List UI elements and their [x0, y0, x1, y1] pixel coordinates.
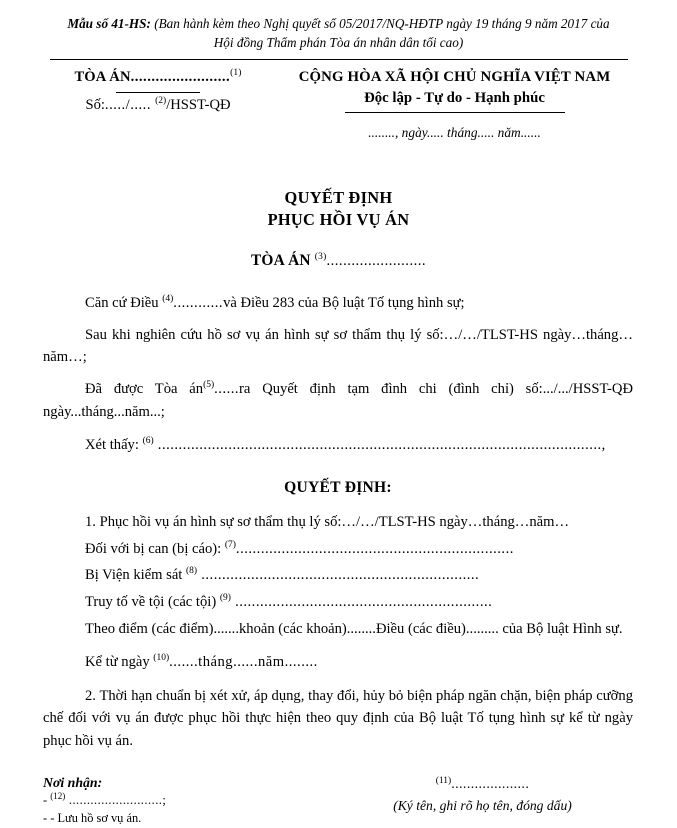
line-code-articles: Theo điểm (các điểm).......khoản (các khoản)........Điều (các điều)......... của Bộ luật Hình sự. [85, 620, 623, 637]
defendant-label: Đối với bị can (bị cáo): [85, 540, 225, 557]
charges-label: Truy tố về tội (các tội) [85, 593, 220, 610]
legal-basis-prefix: Căn cứ Điều [85, 295, 163, 312]
document-body [0, 292, 677, 752]
line-charges [43, 591, 633, 614]
footnote-ref-8: (8) [186, 566, 198, 577]
footnote-ref-6: (6) [142, 436, 154, 447]
decision-title-block [0, 187, 677, 270]
masthead-right-column [274, 69, 635, 141]
effective-date-dots: .......tháng......năm........ [169, 654, 318, 671]
form-note-line2: Hội đồng Thẩm phán Tòa án nhân dân tối cao) [213, 35, 464, 51]
national-motto: Độc lập - Tự do - Hạnh phúc [364, 90, 545, 107]
legal-basis-dots: ............ [173, 295, 224, 312]
footnote-ref-11: (11) [435, 775, 452, 786]
recipient-1-dash: - [43, 792, 48, 807]
line-defendant [43, 538, 633, 561]
decision-title: QUYẾT ĐỊNH [284, 188, 393, 208]
signature-caption: (Ký tên, ghi rõ họ tên, đóng dấu) [393, 797, 572, 813]
footnote-ref-5: (5) [203, 380, 215, 391]
paragraph-consideration [43, 434, 633, 457]
court-underline-rule [116, 92, 200, 93]
document-number-line [42, 97, 274, 114]
deciding-court-label: TÒA ÁN [250, 252, 311, 270]
recipient-item-2: - - Lưu hồ sơ vụ án. [43, 811, 142, 826]
paragraph-case-review: Sau khi nghiên cứu hồ sơ vụ án hình sự sơ thẩm thụ lý số:…/…/TLST-HS ngày…tháng…năm…; [43, 326, 633, 366]
recipients-block [43, 775, 328, 828]
defendant-dots: ................................................................... [235, 540, 514, 557]
form-note-line1-rest: (Ban hành kèm theo Nghị quyết số 05/2017/NQ-HĐTP ngày 19 tháng 9 năm 2017 của [150, 16, 610, 31]
masthead [0, 60, 677, 141]
charges-dots: .............................................................. [230, 593, 493, 610]
recipient-item-1 [43, 791, 328, 810]
document-number-dots-2: ..... [130, 97, 156, 114]
form-code: Mẫu số 41-HS: [67, 16, 151, 31]
form-reference-note [0, 0, 677, 52]
legal-basis-suffix: và Điều 283 của Bộ luật Tố tụng hình sự; [223, 295, 465, 312]
decision-section-heading: QUYẾT ĐỊNH: [284, 478, 392, 496]
issuing-court-label: TÒA ÁN [74, 69, 131, 86]
paragraph-item-2: 2. Thời hạn chuẩn bị xét xử, áp dụng, thay đổi, hủy bỏ biện pháp ngăn chặn, biện pháp cưỡng chế đối với vụ án được phục hồi thực hiện theo quy định của Bộ luật Tố tụng hình sự kể từ ngày phục hồi vụ án. [43, 687, 633, 749]
document-number-label: Số: [85, 97, 105, 114]
signature-ref-line [328, 777, 637, 793]
line-effective-date [43, 651, 633, 674]
footnote-ref-1: (1) [230, 68, 242, 79]
masthead-left-column [42, 69, 274, 114]
paragraph-prior-decision [43, 378, 633, 423]
footnote-ref-7: (7) [224, 539, 236, 550]
footnote-ref-10: (10) [153, 653, 170, 664]
footnote-ref-3: (3) [314, 252, 327, 263]
deciding-court-dots: ........................ [326, 253, 427, 270]
effective-date-label: Kể từ ngày [85, 654, 154, 671]
footnote-ref-12: (12) [50, 790, 66, 801]
consideration-dots: ..........................................................................................................., [153, 437, 606, 454]
motto-underline-rule [345, 112, 565, 113]
footnote-ref-9: (9) [219, 593, 231, 604]
paragraph-item-1: 1. Phục hồi vụ án hình sự sơ thẩm thụ lý số:…/…/TLST-HS ngày…tháng…năm… [85, 514, 570, 531]
paragraph-legal-basis [43, 292, 633, 315]
consideration-prefix: Xét thấy: [85, 437, 143, 454]
document-footer [0, 775, 677, 828]
issuing-court-line [42, 69, 274, 86]
deciding-court-line [0, 252, 677, 270]
footnote-ref-4: (4) [162, 294, 174, 305]
national-heading: CỘNG HÒA XÃ HỘI CHỦ NGHĨA VIỆT NAM [298, 69, 611, 86]
procuracy-label: Bị Viện kiểm sát [85, 567, 187, 584]
signature-block [328, 775, 637, 814]
footnote-ref-2: (2) [155, 96, 167, 107]
line-procuracy [43, 564, 633, 587]
issuing-court-dots: ........................ [130, 69, 231, 86]
prior-decision-dots: ...... [214, 381, 240, 398]
prior-decision-prefix: Đã được Tòa án [85, 381, 204, 398]
recipient-1-dots: ..........................; [65, 792, 167, 807]
document-number-dots-1: ...../ [104, 97, 131, 114]
signature-dots: .................... [451, 776, 530, 792]
prior-decision-suffix: ra Quyết định tạm đình chi (đình chỉ) số:.../.../HSST-QĐ ngày...tháng...năm...; [43, 381, 634, 420]
place-date-line: ........, ngày..... tháng..... năm...... [368, 125, 541, 141]
document-number-suffix: /HSST-QĐ [166, 97, 231, 114]
procuracy-dots: ................................................................... [197, 567, 480, 584]
decision-subtitle: PHỤC HỒI VỤ ÁN [267, 210, 410, 230]
recipients-title: Nơi nhận: [43, 774, 103, 790]
